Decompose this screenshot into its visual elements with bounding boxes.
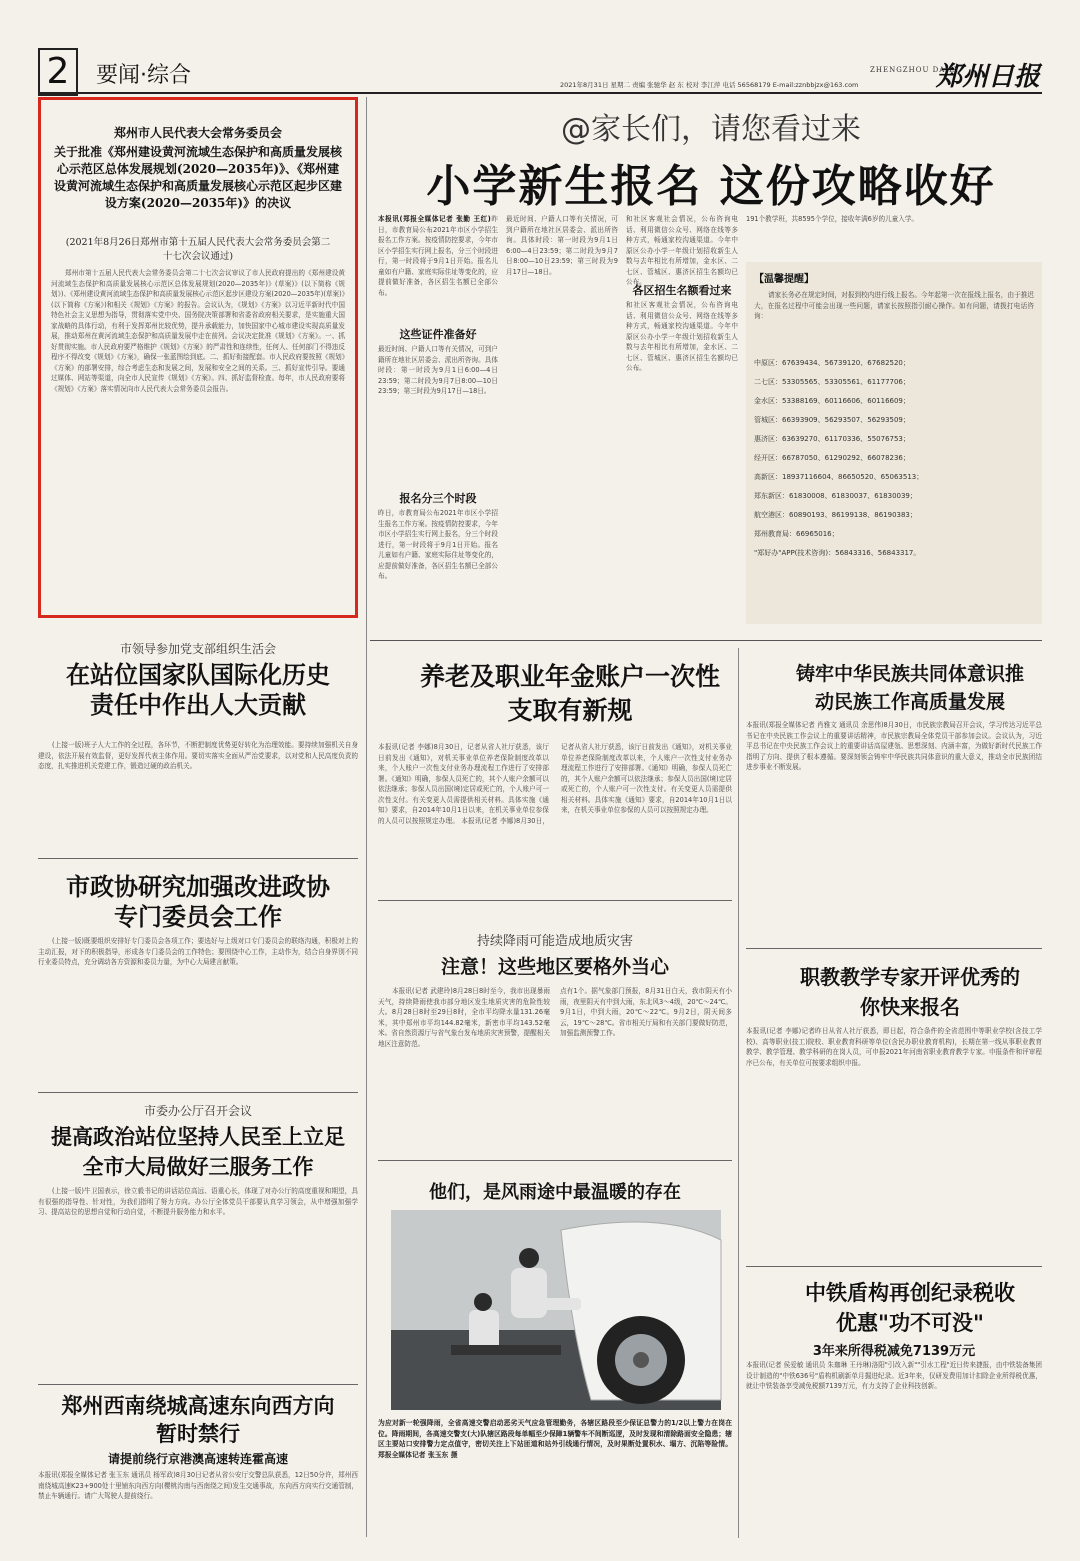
rescue-photo-illustration: [391, 1210, 721, 1410]
tips-phone-line: 金水区：53388169、60116606、60116609；: [754, 397, 910, 405]
paper-english-name: ZHENGZHOU DAILY: [870, 66, 960, 74]
tips-title: 【温馨提醒】: [754, 274, 814, 285]
lead-body-col1c: 昨日，市教育局公布2021年市区小学招生报名工作方案。按疫情防控要求，今年市区小学招生实行网上报名，分三个时段进行，第一时段将于9月1日开始。报名儿童如有户籍、家庭实际住址等变化的，应提前做好准备，各区招生名额已全部公布。: [378, 509, 498, 580]
party-body: (上接一版)班子人大工作的全过程，各环节，不断把制度优势更好转化为治理效能。要持续加强机关自身建设，依法开展有效监督，更好发挥代表主体作用。要切实落实全面从严治党要求，以对党和人民高度负责的态度，扎实推进机关党建工作，锻造过硬的政治机关。: [38, 741, 358, 770]
lead-body-col4: 191个教学班，共8595个学位，接收年满6岁的儿童入学。: [746, 215, 919, 223]
lead-byline: 本报讯(郑报全媒体记者 张勤 王红): [378, 215, 491, 223]
date-line: 2021年8月31日 星期二 责编 张驰华 赵 东 校对 李江萍 电话 56568179 E-mail:zznbbjzx@163.com: [560, 81, 859, 89]
party-headline: 在站位国家队国际化历史责任中作出人大贡献: [66, 660, 330, 719]
photo-caption: 为应对新一轮强降雨，全省高速交警启动恶劣天气应急管理勤务，各辖区路段至少保证总警力的1/2以上警力在岗在位。降雨期间，各高速交警支(大)队辖区路段每单幅至少保障1辆警车不间断巡逻，及时发现和清除路面安全隐患；辖区主要站口安排警力定点值守，密切关注上下站匝道和站外引线通行情况，及时果断处置积水、塌方、沉陷等险情。 郑报全媒体记者 张玉东 摄: [378, 1419, 732, 1459]
rule-mid-1: [378, 900, 732, 901]
ethnic-body: 本报讯(郑报全媒体记者 肖雅文 通讯员 余思伟)8月30日，市民族宗教局召开会议，学习传达习近平总书记在中央民族工作会议上的重要讲话精神，市民族宗教局全体党员干部参加会议。会议认为，习近平总书记在中央民族工作会议上的重要讲话高屋建瓴、思想深刻、内涵丰富，为做好新时代民族工作指明了方向、提供了根本遵循。要深刻领会铸牢中华民族共同体意识的重大意义，推动全市民族团结进步事业不断发展。: [746, 721, 1042, 771]
paper-logo: 郑州日报: [935, 62, 1040, 92]
weather-body: 本报讯(记者 武建玲)8月28日8时至今，我市出现暴雨天气，持续降雨使我市部分地区发生地质灾害的危险性较大。8月28日8时至29日8时，全市平均降水量131.26毫米，其中郑州市平均144.82毫米，新密市平均143.52毫米。省自然资源厅与省气象台发布地质灾害预警，提醒相关地区注意防范。: [378, 987, 550, 1048]
resolution-body: 郑州市第十五届人民代表大会常务委员会第二十七次会议审议了市人民政府提出的《郑州建设黄河流域生态保护和高质量发展核心示范区总体发展规划(2020—2035年)》(草案)》(以下简称《规划》)、《郑州建设黄河流域生态保护和高质量发展核心示范区起步区建设方案(2020—2035年)(草案)》(以下简称《方案》)和相关《规划》《方案》的报告。会议认为，《规划》《方案》以习近平新时代中国特色社会主义思想为指导，贯彻落实党中央、国务院决策部署和省委省政府相关要求，是实施重大国家战略的具体行动，有利于发挥郑州比较优势，提升承载能力，加快国家中心城市建设实现高质量发展，推动郑州在黄河流域生态保护和高质量发展中走在前列。会议决定批准《规划》《方案》。一、抓好贯彻实施。市人民政府要严格维护《规划》《方案》的严肃性和连续性，任何人、任何部门不得违反程序不得改变《规划》《方案》，确保一张蓝图绘到底。二、抓好衔接配套。市人民政府要按照《规划》《方案》的部署安排，综合考虑生态和发展之间，发展和安全之间的关系。三、抓好宣传引导。要通过媒体、网站等渠道，向全市人民宣传《规划》《方案》。四、抓好监督检查。每年，市人民政府要将《规划》《方案》落实情况向市人民代表大会常务委员会报告。: [51, 269, 345, 393]
lead-body-col3b: 和社区客观社会情况，公布咨询电话、利用微信公众号、网络在线等多种方式，畅通家校沟通渠道。今年中原区公办小学一年级计划招收新生人数与去年相比有所增加，金水区、二七区、管城区、惠济区招生名额均已公布。: [626, 301, 738, 372]
tips-phone-line: 经开区：66787050、61290292、66078236；: [754, 454, 910, 462]
pension-body-text: 本报讯(记者 李娜)8月30日，记者从省人社厅获悉，该厅日前发出《通知》，对机关事业单位养老保险制度改革以来，个人账户一次性支付业务办理流程工作进行了安排部署。《通知》明确，参保人员死亡的，其个人账户余额可以依法继承；参保人员出国(境)定居或死亡的，个人账户可一次性支付。有关变更人员需提供相关材料。具体实施《通知》要求，自2014年10月1日以来，在机关事业单位参保的人员可以按照规定办理。: [378, 743, 549, 825]
office-headline: 提高政治站位坚持人民至上立足全市大局做好三服务工作: [51, 1124, 345, 1179]
pension-body: [378, 742, 732, 892]
tips-phone-line: "郑好办"APP(技术咨询)：56843316、56843317。: [754, 549, 921, 557]
subhead-quotas: 各区招生名额看过来: [632, 284, 732, 297]
rule-lead-bottom: [370, 640, 1042, 641]
lead-kicker: @家长们，请您看过来: [561, 112, 861, 147]
pension-headline: 养老及职业年金账户一次性支取有新规: [420, 662, 721, 725]
tips-phone-line: 惠济区：63639270、61170336、55076753；: [754, 435, 910, 443]
lead-headline: 小学新生报名 这份攻略收好: [426, 161, 996, 212]
rail-headline: 中铁盾构再创纪录税收优惠"功不可没": [805, 1280, 1015, 1335]
party-kicker: 市领导参加党支部组织生活会: [119, 642, 276, 656]
col-divider-left: [366, 97, 367, 1537]
rule-left-2: [38, 1092, 358, 1093]
lead-body-col3: 和社区客观社会情况，公布咨询电话、利用微信公众号、网络在线等多种方式，畅通家校沟通渠道。今年中原区公办小学一年级计划招收新生人数与去年相比有所增加，金水区、二七区、管城区、惠济区招生名额均已公布。: [626, 215, 738, 286]
lead-body-text: 昨日，市教育局公布2021年市区小学招生报名工作方案。按疫情防控要求，今年市区小学招生实行网上报名，分三个时段进行，第一时段将于9月1日开始。报名儿童如有户籍、家庭实际住址等变化的，应提前做好准备，各区招生名额已全部公布。: [378, 215, 499, 297]
resolution-date-note: (2021年8月26日郑州市第十五届人民代表大会常务委员会第二十七次会议通过): [65, 237, 331, 262]
photo-headline: 他们，是风雨途中最温暖的存在: [429, 1182, 681, 1203]
rescue-photo: [391, 1210, 721, 1410]
rule-mid-2: [378, 1160, 732, 1161]
highway-body: 本报讯(郑报全媒体记者 张玉东 通讯员 杨军政)8月30日记者从省公安厅交警总队获悉，12日50分许，郑州西南绕城高速K23+900处十里铺东向西方向(樱桃沟南与西南绕之间)发生交通事故，东向西方向实行交通管制，禁止车辆通行。请广大驾驶人提前绕行。: [38, 1471, 359, 1500]
vocational-headline: 职教教学专家开评优秀的你快来报名: [800, 965, 1020, 1019]
tips-phone-line: 管城区：66393909、56293507、56293509；: [754, 416, 910, 424]
lead-body-col1b: 最近时间、户籍人口等有关情况，可到户籍所在地社区居委会、派出所咨询。具体时段：第一时段为9月1日6:00—4日23:59；第二时段为9月7日8:00—10日23:59；第三时段为9月17日—18日。: [378, 345, 498, 395]
cppcc-body: (上接一版)既要组织安排好专门委员会各项工作；要选好与上级对口专门委员会的联络沟通，积极对上的主动汇报，对下的积极指导，形成各专门委员会的工作特色；要围绕中心工作，主动作为，结合自身界别不同行业委员特点，充分调动各方资源和委员力量，为中心大局建言献策。: [38, 937, 358, 966]
weather-kicker: 持续降雨可能造成地质灾害: [476, 934, 633, 949]
rail-body: 本报讯(记者 侯爱敏 通讯员 朱珈琳 王丹琳)洛阳"引改入新""引水工程"近日传来捷报，由中铁装备集团设计制造的"中铁636号"盾构机刷新单月掘进纪录。近3年来，仅研发费用加计扣除企业所得税优惠，就让中铁装备享受减免税额7139万元，有力支持了企业科技创新。: [746, 1361, 1043, 1390]
office-kicker: 市委办公厅召开会议: [143, 1104, 252, 1118]
resolution-box: [38, 97, 358, 618]
subhead-periods: 报名分三个时段: [399, 492, 477, 505]
resolution-org: 郑州市人民代表大会常务委员会: [113, 126, 282, 140]
col-divider-right: [738, 648, 739, 1538]
header-rule: [38, 92, 1042, 94]
rule-left-1: [38, 858, 358, 859]
tips-phone-line: 郑州教育局：66965016；: [754, 530, 839, 538]
resolution-title: 关于批准《郑州建设黄河流域生态保护和高质量发展核心示范区总体发展规划(2020—2035年)》、《郑州建设黄河流域生态保护和高质量发展核心示范区起步区建设方案(2020—2035年)》的决议: [53, 145, 342, 210]
weather-headline: 注意！这些地区要格外当心: [440, 956, 669, 978]
vocational-body: 本报讯(记者 李娜)记者昨日从省人社厅获悉，即日起，符合条件的全省范围中等职业学校(含技工学校)、高等职业(技工)院校、职业教育科研等单位(含民办职业教育机构)，长期在第一线从事职业教育教学、教学管理、教学科研的在岗人员，可申报2021年河南省职业教育教学专家。申报条件和评审程序已公布，有关单位可按要求组织申报。: [746, 1027, 1042, 1067]
rule-left-3: [38, 1384, 358, 1385]
highway-headline: 郑州西南绕城高速东向西方向暂时禁行: [61, 1393, 335, 1446]
tips-phone-list: [754, 354, 1034, 563]
office-body: (上接一版)牛卫国表示，徐立毅书记的讲话站位高远、语重心长，体现了对办公厅的高度重视和期望，具有很强的指导性、针对性，为我们指明了努力方向。办公厅全体党员干部要认真学习领会，从中增强加强学习、提高站位的思想自觉和行动自觉，不断提升服务能力和水平。: [38, 1187, 358, 1216]
page-number: 2: [38, 48, 78, 96]
tips-phone-line: 二七区：53305565、53305561、61177706；: [754, 378, 910, 386]
rule-right-1: [746, 948, 1042, 949]
weather-body-2: 点有1个。据气象部门预报，8月31日白天，我市阴天有小雨，夜里阴天有中到大雨，东北风3～4级，20℃～24℃。9月1日，中到大雨，20℃～22℃。9月2日，阴天间多云，19℃～28℃。省市相关厅局和有关部门要做好防范，加强监测预警工作。: [560, 987, 732, 1037]
highway-subhead: 请提前绕行京港澳高速转连霍高速: [107, 1452, 288, 1466]
lead-body-col1: [378, 214, 498, 324]
lead-body-col2: 最近时间、户籍人口等有关情况，可到户籍所在地社区居委会、派出所咨询。具体时段：第一时段为9月1日6:00—4日23:59；第二时段为9月7日8:00—10日23:59；第三时段为9月17日—18日。: [506, 215, 618, 276]
pension-body-text-cont: 本报讯(记者 李娜)8月30日，记者从省人社厅获悉，该厅日前发出《通知》，对机关事业单位养老保险制度改革以来，个人账户一次性支付业务办理流程工作进行了安排部署。《通知》明确，参保人员死亡的，其个人账户余额可以依法继承；参保人员出国(境)定居或死亡的，个人账户可一次性支付。有关变更人员需提供相关材料。具体实施《通知》要求，自2014年10月1日以来，在机关事业单位参保的人员可以按照规定办理。: [461, 743, 732, 825]
tips-intro: 请家长务必在规定时间，对报到校内进行线上报名。今年起第一次在报线上报名，由于推迟大，在报名过程中可能会出现一些问题，请家长按照指引耐心操作。如有问题，请拨打电话咨询：: [754, 291, 1034, 320]
section-name: 要闻·综合: [96, 63, 191, 88]
tips-phone-line: 郑东新区：61830008、61830037、61830039；: [754, 492, 917, 500]
tips-phone-line: 航空港区：60890193、86199138、86190383；: [754, 511, 917, 519]
tips-phone-line: 高新区：18937116604、86650520、65063513；: [754, 473, 924, 481]
rule-right-2: [746, 1266, 1042, 1267]
ethnic-headline: 铸牢中华民族共同体意识推动民族工作高质量发展: [795, 663, 1024, 713]
cppcc-headline: 市政协研究加强改进政协专门委员会工作: [66, 872, 330, 931]
tips-box: [746, 262, 1042, 624]
rail-subhead: 3年来所得税减免7139万元: [812, 1344, 976, 1359]
tips-phone-line: 中原区：67639434、56739120、67682520；: [754, 359, 910, 367]
subhead-documents: 这些证件准备好: [399, 328, 477, 341]
